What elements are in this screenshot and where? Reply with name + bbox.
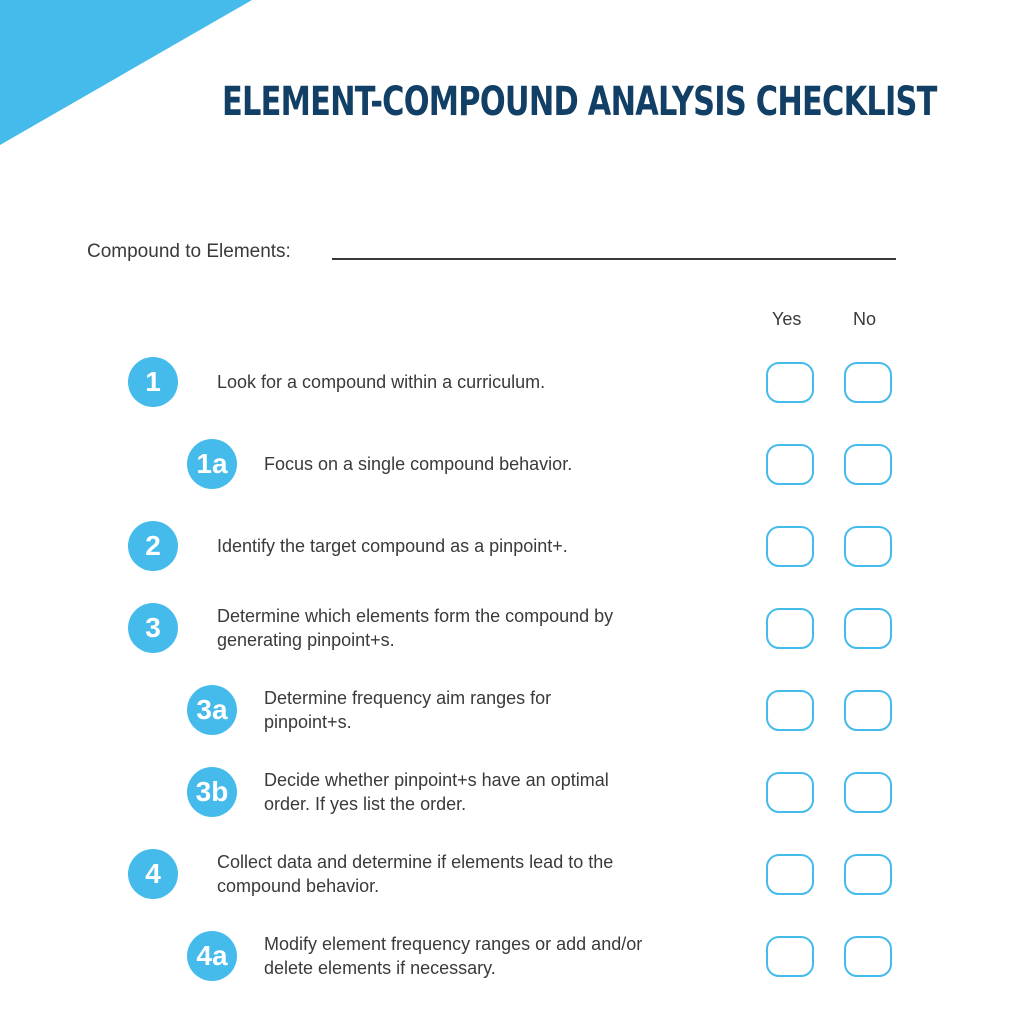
checklist-row-3a [0,679,1024,739]
checklist-row-4 [0,843,1024,903]
yes-checkbox[interactable] [766,608,814,649]
step-text: Identify the target compound as a pinpoint+. [217,536,568,556]
yes-checkbox[interactable] [766,772,814,813]
page-title: ELEMENT-COMPOUND ANALYSIS CHECKLIST [222,79,937,125]
yes-checkbox[interactable] [766,690,814,731]
yes-checkbox[interactable] [766,936,814,977]
step-badge: 4a [187,931,237,981]
no-checkbox[interactable] [844,772,892,813]
corner-triangle-decoration [0,0,252,145]
step-badge: 3a [187,685,237,735]
checklist-row-1 [0,351,1024,411]
step-text: Decide whether pinpoint+s have an optimal order. If yes list the order. [264,770,609,814]
no-checkbox[interactable] [844,608,892,649]
step-text: Look for a compound within a curriculum. [217,372,546,392]
checklist-row-2 [0,515,1024,575]
step-text: Focus on a single compound behavior. [264,454,573,474]
step-text: Collect data and determine if elements lead to the compound behavior. [217,852,614,896]
step-badge: 2 [128,521,178,571]
no-checkbox[interactable] [844,526,892,567]
step-badge: 4 [128,849,178,899]
step-text: Determine frequency aim ranges for pinpoint+s. [264,688,552,732]
step-badge: 3b [187,767,237,817]
compound-field-label: Compound to Elements: [87,241,291,262]
yes-checkbox[interactable] [766,854,814,895]
yes-checkbox[interactable] [766,362,814,403]
yes-checkbox[interactable] [766,526,814,567]
no-checkbox[interactable] [844,936,892,977]
no-column-header: No [853,309,877,329]
yes-checkbox[interactable] [766,444,814,485]
no-checkbox[interactable] [844,444,892,485]
step-badge: 3 [128,603,178,653]
yes-column-header: Yes [772,309,802,329]
no-checkbox[interactable] [844,690,892,731]
checklist-row-3 [0,597,1024,657]
no-checkbox[interactable] [844,362,892,403]
step-text: Modify element frequency ranges or add and/or delete elements if necessary. [264,934,643,978]
checklist-row-3b [0,761,1024,821]
step-badge: 1 [128,357,178,407]
checklist-row-4a [0,925,1024,985]
step-badge: 1a [187,439,237,489]
compound-input-line[interactable] [332,258,896,260]
checklist-row-1a [0,433,1024,493]
no-checkbox[interactable] [844,854,892,895]
step-text: Determine which elements form the compound by generating pinpoint+s. [217,606,614,650]
